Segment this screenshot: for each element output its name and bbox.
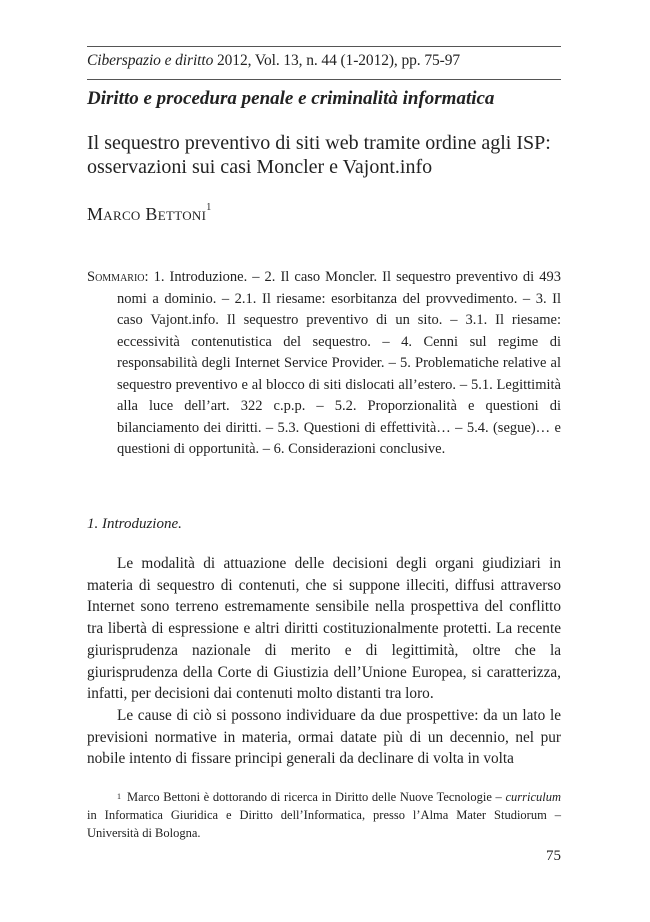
footnote-mark: 1 [117,792,121,801]
table-of-contents-summary [87,267,561,461]
footnote-text-before: Marco Bettoni è dottorando di ricerca in Diritto delle Nuove Tecnologie – [127,790,506,804]
journal-name: Ciberspazio e diritto [87,52,214,69]
header-bottom-rule [87,79,561,80]
author-name: Marco Bettoni [87,204,207,224]
author-note-mark: 1 [206,202,212,213]
body-paragraph: Le modalità di attuazione delle decisioni degli organi giudiziari in materia di sequestro di contenuti, che si suppone illeciti, diffusi attraverso Internet sono terreno estremamente sensibile nella prospettiva del conflitto tra libertà di espressione e altri diritti costituzionalmente protetti. La recente giurisprudenza nazionale di merito e di legittimità, oltre che la giurisprudenza della Corte di Giustizia dell’Unione Europea, si caratterizza, infatti, per decisioni dai contenuti molto distanti tra loro. [87,555,561,703]
header-top-rule [87,46,561,47]
article-author [87,204,212,225]
summary-text: 1. Introduzione. – 2. Il caso Moncler. Il sequestro preventivo di 493 nomi a dominio. – 2.1. Il riesame: esorbitanza del provvedimento. – 3. Il caso Vajont.info. Il sequestro preventivo di un sito. – 3.1. Il riesame: eccessività contenutistica del sequestro. – 4. Cenni sul regime di responsabilità degli Internet Service Provider. – 5. Problematiche relative al sequestro preventivo e al blocco di siti dislocati all’estero. – 5.1. Legittimità alla luce dell’art. 322 c.p.p. – 5.2. Proporzionalità e questioni di bilanciamento dei diritti. – 5.3. Questioni di effettività… – 5.4. (segue)… e questioni di opportunità. – 6. Considerazioni conclusive. [117,269,562,457]
article-title: Il sequestro preventivo di siti web tramite ordine agli ISP: osservazioni sui casi Moncler e Vajont.info [87,132,551,178]
page-number: 75 [546,848,561,864]
journal-header [87,52,561,70]
intro-heading: 1. Introduzione. [87,516,182,532]
journal-citation: 2012, Vol. 13, n. 44 (1-2012), pp. 75-97 [217,52,460,69]
article-body [87,553,561,770]
footnote [87,788,561,842]
footnote-text-italic: curriculum [505,790,561,804]
body-paragraph: Le cause di ciò si possono individuare da due prospettive: da un lato le previsioni normative in materia, ormai datate più di un decennio, nel pur nobile intento di fissare principi generali da declinare di volta in volta [87,706,561,768]
section-title: Diritto e procedura penale e criminalità informatica [87,88,495,109]
journal-page [87,0,561,922]
summary-label: Sommario: [87,269,149,285]
footnote-text-after: in Informatica Giuridica e Diritto dell’Informatica, presso l’Alma Mater Studiorum – Università di Bologna. [87,808,561,840]
